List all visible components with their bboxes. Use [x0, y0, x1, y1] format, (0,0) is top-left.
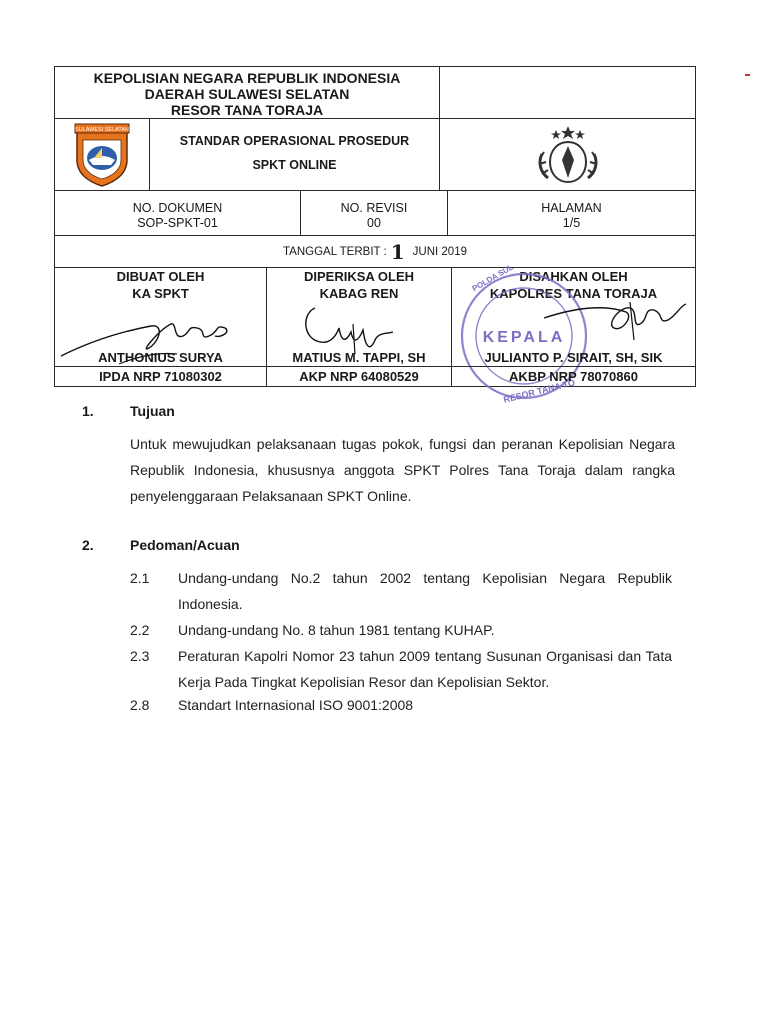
list-item-number: 2.3 — [130, 648, 150, 664]
margin-mark — [745, 74, 750, 76]
page-cell — [448, 191, 695, 235]
signatory-rank: AKP NRP 64080529 — [299, 369, 419, 384]
document-title: STANDAR OPERASIONAL PROSEDUR — [179, 134, 410, 148]
section-title: Tujuan — [130, 403, 175, 419]
page-label: HALAMAN — [541, 201, 602, 215]
document-number-label: NO. DOKUMEN — [132, 201, 223, 215]
org-line-2: DAERAH SULAWESI SELATAN — [144, 86, 350, 102]
signature-position: KABAG REN — [319, 286, 399, 301]
signature-block-prepared — [55, 268, 267, 386]
signature-row — [55, 262, 695, 405]
signatory-name: ANTHONIUS SURYA — [98, 350, 223, 365]
list-item-text: Undang-undang No.2 tahun 2002 tentang Kepolisian Negara Republik Indonesia. — [178, 570, 672, 612]
stamp-bottom-text: RESOR TANA TO — [502, 377, 577, 405]
signatory-rank: IPDA NRP 71080302 — [99, 369, 222, 384]
signature-title: DIBUAT OLEH — [116, 269, 205, 284]
signature-title: DIPERIKSA OLEH — [303, 269, 415, 284]
document-number-cell — [55, 191, 301, 235]
emblem-cell — [440, 119, 695, 190]
list-item-text: Peraturan Kapolri Nomor 23 tahun 2009 tentang Susunan Organisasi dan Tata Kerja Pada Tingkat Kepolisian Resor dan Kepolisian Sektor. — [178, 648, 672, 690]
stamp-center-text: KEPALA — [482, 329, 566, 346]
page-value: 1/5 — [562, 216, 581, 230]
signature-block-reviewed — [267, 268, 452, 386]
revision-value: 00 — [367, 216, 381, 230]
signatory-name: MATIUS M. TAPPI, SH — [292, 350, 426, 365]
list-item-text: Undang-undang No. 8 tahun 1981 tentang KUHAP. — [178, 622, 495, 638]
document-info-row — [55, 191, 695, 236]
stamp-top-text: POLDA SUL — [470, 262, 515, 294]
signature-title: DISAHKAN OLEH — [519, 269, 628, 284]
sulsel-police-shield-icon — [71, 122, 133, 188]
issue-date-month-year: JUNI 2019 — [412, 245, 467, 258]
document-subtitle: SPKT ONLINE — [252, 158, 337, 172]
revision-label: NO. REVISI — [340, 201, 408, 215]
signature-block-approved — [452, 262, 695, 405]
section-title: Pedoman/Acuan — [130, 537, 240, 553]
issue-date-label: TANGGAL TERBIT : — [282, 245, 387, 258]
polres-logo-cell — [55, 119, 150, 190]
document-number-value: SOP-SPKT-01 — [137, 216, 218, 230]
signature-position: KAPOLRES TANA TORAJA — [489, 286, 658, 301]
section-number: 2. — [82, 537, 94, 553]
police-emblem-icon — [528, 124, 608, 186]
list-item-number: 2.2 — [130, 622, 150, 638]
issue-date-row — [55, 236, 695, 268]
signature-position: KA SPKT — [132, 286, 189, 301]
issue-date-day: 1 — [390, 239, 405, 264]
empty-header-cell — [440, 67, 695, 118]
org-line-1: KEPOLISIAN NEGARA REPUBLIK INDONESIA — [93, 70, 401, 86]
org-row — [55, 67, 695, 119]
title-block — [150, 119, 440, 190]
logo-banner-text: SULAWESI SELATAN — [75, 126, 129, 133]
list-item-text: Standart Internasional ISO 9001:2008 — [178, 697, 414, 713]
signatory-rank: AKBP NRP 78070860 — [509, 369, 638, 384]
list-item-number: 2.1 — [130, 570, 150, 586]
org-line-3: RESOR TANA TORAJA — [170, 102, 324, 118]
section-number: 1. — [82, 403, 94, 419]
title-row — [55, 119, 695, 191]
organization-block — [55, 67, 440, 118]
revision-cell — [301, 191, 448, 235]
section-paragraph: Untuk mewujudkan pelaksanaan tugas pokok, fungsi dan peranan Kepolisian Negara Republik Indonesia, khususnya anggota SPKT Polres Tana Toraja dalam rangka penyelenggaraan Pelaksanaan SPKT Online. — [130, 436, 675, 504]
sop-header-table — [54, 66, 696, 405]
signatory-name: JULIANTO P. SIRAIT, SH, SIK — [484, 350, 663, 365]
list-item-number: 2.8 — [130, 697, 150, 713]
